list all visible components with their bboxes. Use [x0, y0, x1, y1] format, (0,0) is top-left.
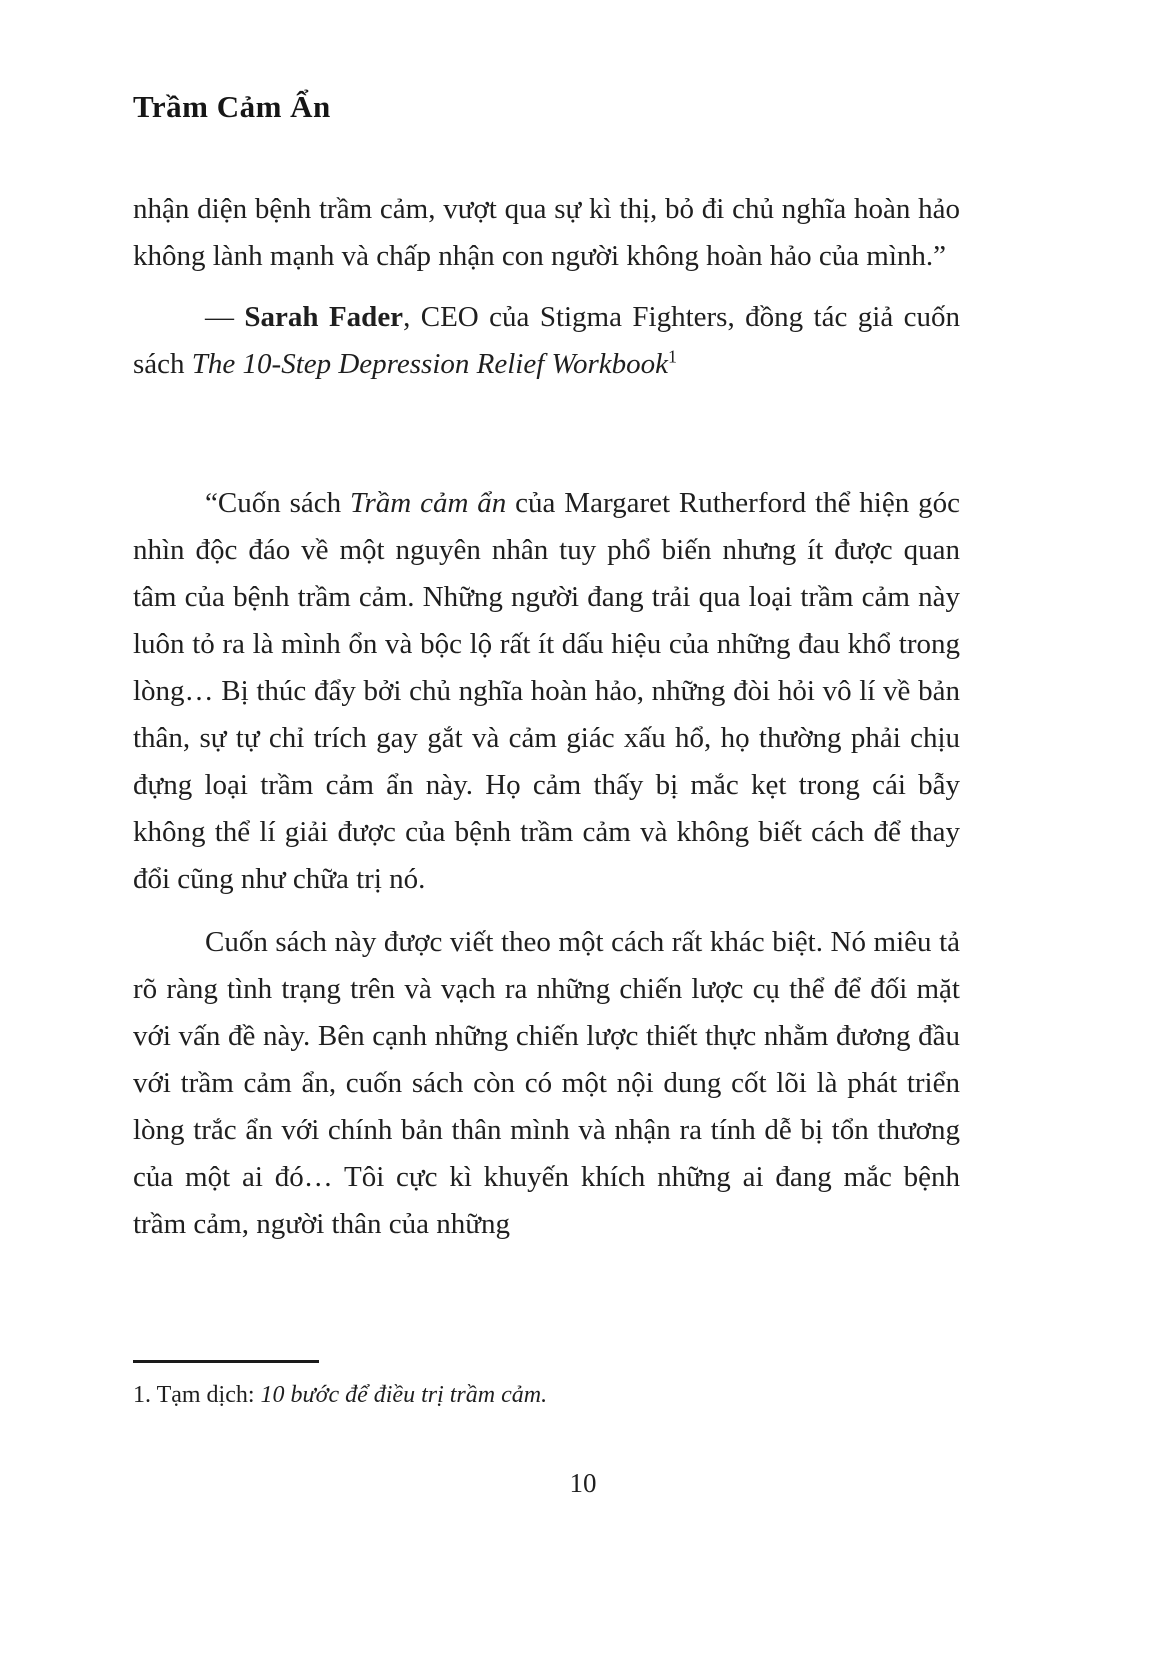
attribution-text: , CEO của Stigma Fighters, đồng tác giả cuốn sách	[133, 301, 960, 380]
opening-paragraph	[133, 186, 960, 280]
opening-paragraph-text: nhận diện bệnh trầm cảm, vượt qua sự kì thị, bỏ đi chủ nghĩa hoàn hảo không lành mạnh và chấp nhận con người không hoàn hảo của mình.”	[133, 193, 960, 272]
footnote-italic-text: 10 bước để điều trị trầm cảm.	[260, 1382, 548, 1408]
footnote-reference: 1	[668, 346, 678, 367]
page-number: 10	[569, 1468, 597, 1498]
quoted-book-title: Trầm cảm ẩn	[349, 487, 507, 519]
attribution-paragraph	[133, 294, 960, 388]
referenced-book-title: The 10-Step Depression Relief Workbook	[191, 348, 669, 380]
quote-body-text: của Margaret Rutherford thể hiện góc nhìn độc đáo về một nguyên nhân tuy phổ biến nhưng ít được quan tâm của bệnh trầm cảm. Những người đang trải qua loại trầm cảm này luôn tỏ ra là mình ổn và bộc lộ rất ít dấu hiệu của những đau khổ trong lòng… Bị thúc đẩy bởi chủ nghĩa hoàn hảo, những đòi hỏi vô lí về bản thân, sự tự chỉ trích gay gắt và cảm giác xấu hổ, họ thường phải chịu đựng loại trầm cảm ẩn này. Họ cảm thấy bị mắc kẹt trong cái bẫy không thể lí giải được của bệnh trầm cảm và không biết cách để thay đổi cũng như chữa trị nó.	[133, 487, 960, 895]
running-header: Trầm Cảm Ẩn	[133, 89, 331, 124]
footnote	[133, 1378, 960, 1412]
footnote-label: 1. Tạm dịch:	[133, 1382, 261, 1408]
closing-paragraph-text: Cuốn sách này được viết theo một cách rất khác biệt. Nó miêu tả rõ ràng tình trạng trên và vạch ra những chiến lược cụ thể để đối mặt với vấn đề này. Bên cạnh những chiến lược thiết thực nhằm đương đầu với trầm cảm ẩn, cuốn sách còn có một nội dung cốt lõi là phát triển lòng trắc ẩn với chính bản thân mình và nhận ra tính dễ bị tổn thương của một ai đó… Tôi cực kì khuyến khích những ai đang mắc bệnh trầm cảm, người thân của những	[133, 926, 960, 1240]
closing-paragraph	[133, 919, 960, 1248]
author-name: Sarah Fader	[244, 301, 404, 333]
quote-paragraph	[133, 480, 960, 903]
attribution-dash: —	[205, 301, 245, 333]
footnote-divider	[133, 1360, 319, 1363]
quote-lead-text: “Cuốn sách	[205, 487, 350, 519]
